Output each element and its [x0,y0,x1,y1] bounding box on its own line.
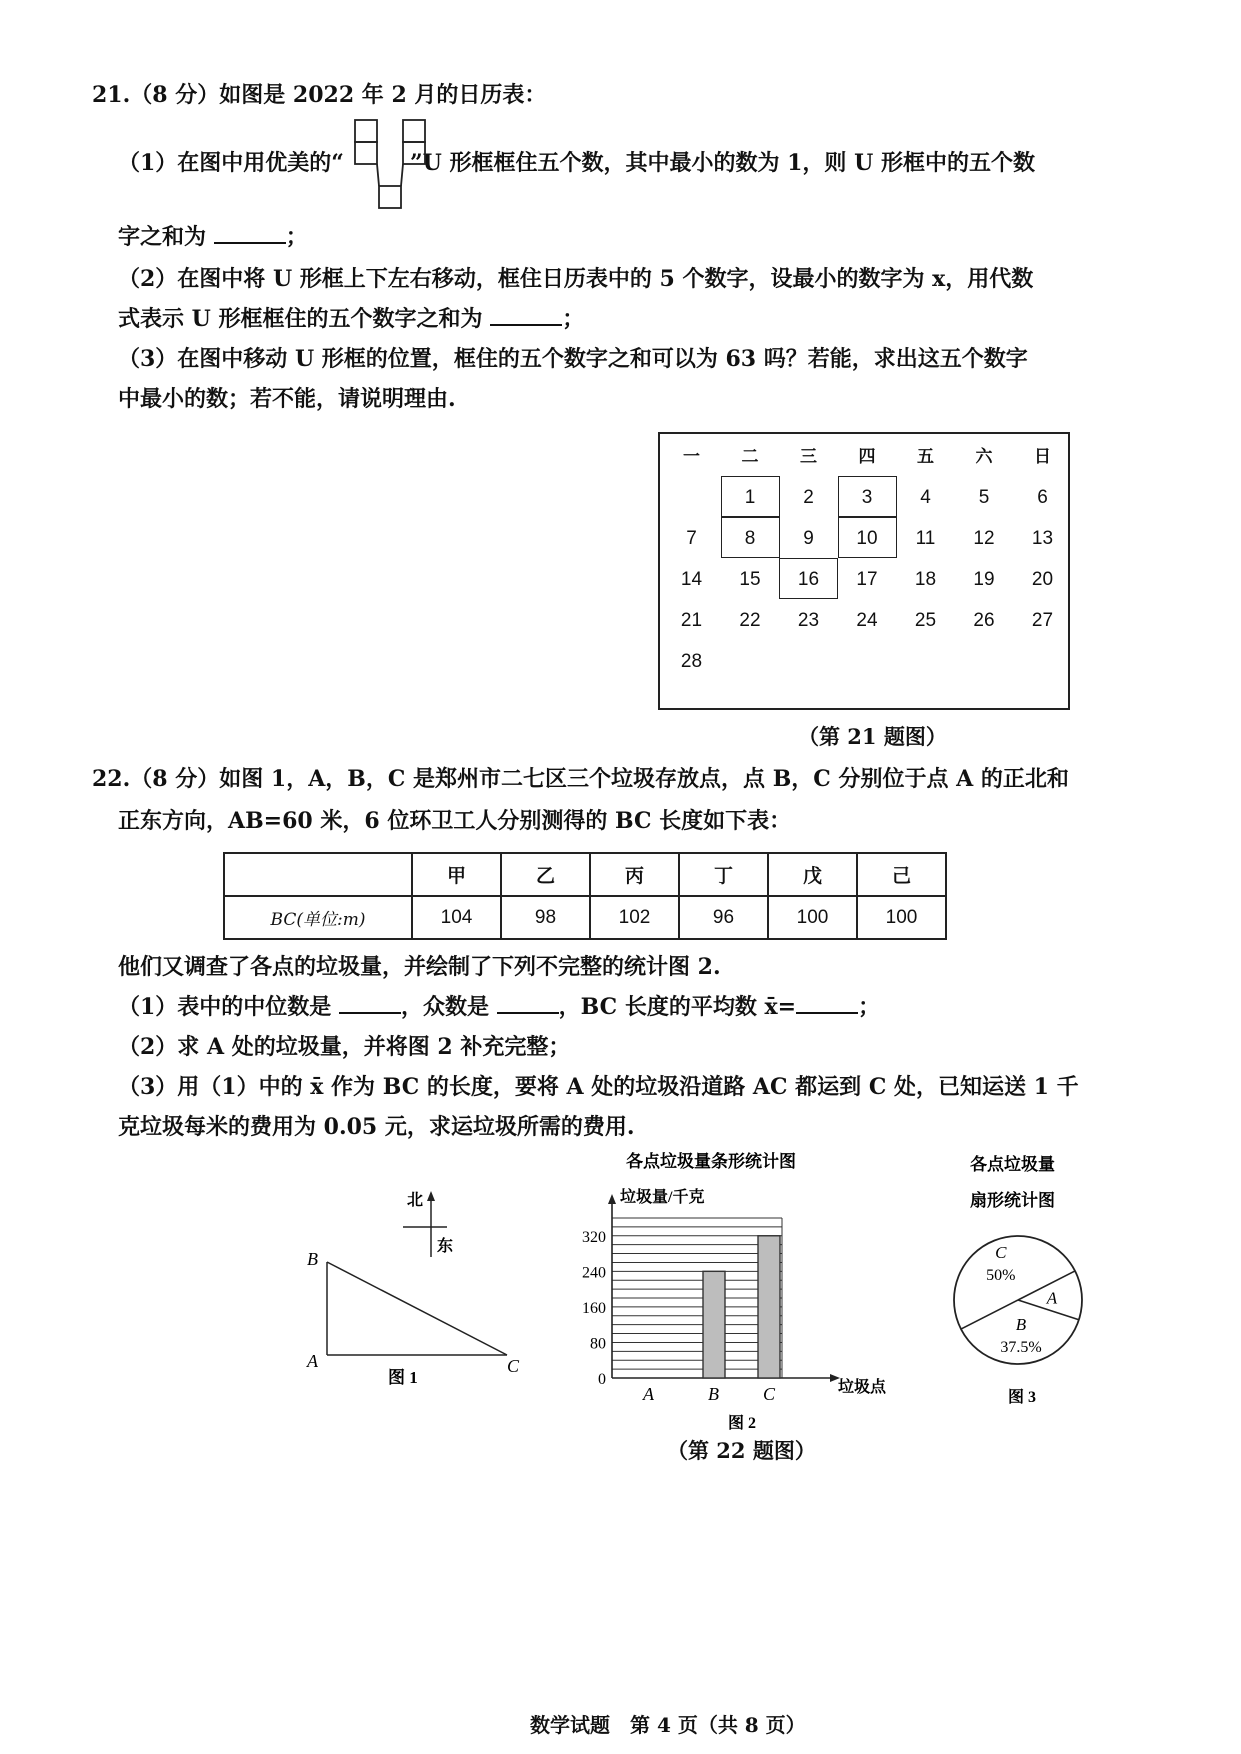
y-axis-label: 垃圾量/千克 [620,1189,705,1206]
x-category-label: C [763,1384,776,1404]
calendar-day-cell: 12 [973,528,995,549]
calendar-day-cell: 15 [739,569,761,590]
calendar-day-cell: 16 [797,569,820,590]
calendar-day-cell: 18 [914,569,937,590]
pie-slice-label: A [1046,1288,1058,1308]
calendar-day-cell: 27 [1031,610,1054,631]
q22-part2-line: （2）求 A 处的垃圾量，并将图 2 补充完整； [118,1034,571,1060]
q21-part1-text-a: （1）在图中用优美的“ [118,150,344,176]
table-cell: 100 [768,896,857,939]
q21-part1-line2 [118,222,308,252]
y-tick-label: 160 [582,1299,606,1317]
q21-part1-end: ； [285,224,308,250]
calendar-day-cell: 8 [744,528,756,549]
u-frame-icon [353,118,427,214]
table-cell: 102 [590,896,679,939]
answer-blank[interactable] [339,992,401,1014]
figure3-caption: 图 3 [1008,1389,1037,1406]
table-row [224,896,946,939]
figure1-caption: 图 1 [388,1368,418,1385]
calendar-weekday-header: 四 [858,447,876,467]
calendar-day-cell: 1 [744,487,756,508]
pie-slice-percent: 50% [986,1267,1016,1285]
q22-figure-caption: （第 22 题图） [667,1438,816,1463]
q21-part2-line1: （2）在图中将 U 形框上下左右移动，框住日历表中的 5 个数字，设最小的数字为 x，用代数 [118,266,1034,292]
calendar-day-cell: 14 [680,569,703,590]
pie-slice-label: B [1015,1314,1027,1334]
calendar-day-cell: 19 [973,569,995,590]
compass-north-label: 北 [407,1192,424,1209]
q22-part3-line2: 克垃圾每米的费用为 0.05 元，求运垃圾所需的费用. [118,1114,635,1140]
table-header-row [224,853,946,896]
q22-part1-end: ； [858,994,881,1020]
arrow-up-icon [427,1191,435,1201]
table-header-cell: 戊 [768,853,857,896]
calendar-day-cell: 13 [1031,528,1054,549]
calendar-day-cell: 9 [803,528,814,549]
q21-part3-line1: （3）在图中移动 U 形框的位置，框住的五个数字之和可以为 63 吗？若能，求出这五个数字 [118,346,1028,372]
calendar-day-cell: 5 [978,487,990,508]
u-frame-box [838,517,897,558]
calendar-day-cell: 24 [856,610,878,631]
q21-part2-text-b: 式表示 U 形框框住的五个数字之和为 [118,306,483,332]
q21-part1-text-c: 字之和为 [118,224,207,250]
q22-part1-line [118,992,880,1022]
calendar-day-cell: 2 [803,487,814,508]
calendar-day-cell: 28 [680,651,703,672]
calendar-day-cell: 17 [856,569,878,590]
y-tick-label: 80 [590,1335,606,1353]
x-category-label: B [708,1384,719,1404]
calendar-day-cell: 3 [861,487,873,508]
bar [758,1236,780,1378]
calendar-weekday-header: 一 [683,447,700,467]
pie-chart-title-line2: 扇形统计图 [970,1191,1055,1210]
y-tick-label: 320 [582,1228,606,1246]
bc-measurement-table [223,852,947,940]
figure1-triangle [295,1185,535,1385]
y-tick-label: 240 [582,1264,606,1282]
calendar-day-cell: 22 [739,610,761,631]
q22-part3-line1: （3）用（1）中的 x̄ 作为 BC 的长度，要将 A 处的垃圾沿道路 AC 都运到 C 处，已知运送 1 千 [118,1074,1079,1100]
q21-part1-line1 [118,148,1035,178]
calendar-day-cell: 26 [973,610,995,631]
x-axis-label: 垃圾点 [838,1379,887,1396]
q22-intro-line: 他们又调查了各点的垃圾量，并绘制了下列不完整的统计图 2. [118,954,721,980]
table-cell: 98 [501,896,590,939]
table-cell: 100 [857,896,946,939]
pie-slice-label: C [995,1243,1007,1263]
calendar-weekday-header: 五 [917,447,934,467]
q21-part2-end: ； [562,306,585,332]
q21-part1-text-b: ”U 形框框住五个数，其中最小的数为 1，则 U 形框中的五个数 [409,150,1035,176]
point-c-label: C [507,1356,520,1376]
pie-slice-percent: 37.5% [1000,1338,1042,1356]
segment-bc [327,1262,507,1355]
answer-blank[interactable] [214,222,286,244]
q22-part1-text-c: ，BC 长度的平均数 x̄= [558,994,797,1020]
q22-header-line2: 正东方向，AB=60 米，6 位环卫工人分别测得的 BC 长度如下表： [118,808,792,834]
q21-figure-caption: （第 21 题图） [798,724,947,749]
table-corner-cell [224,853,412,896]
calendar-day-cell: 7 [686,528,697,549]
calendar-day-cell: 10 [856,528,878,549]
calendar-weekday-header: 日 [1034,447,1051,467]
y-axis-arrow-icon [608,1194,616,1204]
calendar-day-cell: 11 [915,528,936,549]
answer-blank[interactable] [490,304,562,326]
calendar-weekday-header: 六 [975,447,993,467]
table-row-label: BC(单位:m) [224,896,412,939]
q21-part2-line2 [118,304,584,334]
page-footer: 数学试题 第 4 页（共 8 页） [530,1713,806,1737]
x-category-label: A [643,1384,654,1404]
q22-header-line1: 22.（8 分）如图 1，A，B，C 是郑州市二七区三个垃圾存放点，点 B，C 分别位于点 A 的正北和 [92,766,1069,792]
bar [703,1271,725,1378]
calendar-day-cell: 4 [920,487,931,508]
calendar-weekday-header: 三 [800,447,817,467]
calendar-day-cell: 20 [1031,569,1054,590]
answer-blank[interactable] [796,992,858,1014]
figure2-caption: 图 2 [728,1415,757,1432]
u-frame-box [721,476,780,517]
u-frame-box [838,476,897,517]
table-header-cell: 甲 [412,853,501,896]
pie-chart [940,1152,1110,1412]
u-frame-box [779,558,838,599]
q22-part1-text-a: （1）表中的中位数是 [118,994,332,1020]
calendar-day-cell: 25 [914,610,937,631]
bar-chart-title: 各点垃圾量条形统计图 [626,1152,796,1171]
calendar-day-cell: 6 [1037,487,1048,508]
pie-slice-edge [961,1300,1018,1329]
compass-east-label: 东 [437,1238,454,1255]
table-header-cell: 乙 [501,853,590,896]
calendar-table [658,432,1070,710]
calendar-weekday-header: 二 [741,447,759,467]
q21-header: 21.（8 分）如图是 2022 年 2 月的日历表： [92,82,547,108]
q22-part1-text-b: ，众数是 [400,994,489,1020]
calendar-day-cell: 21 [680,610,703,631]
u-frame-box [721,517,780,558]
table-header-cell: 丙 [590,853,679,896]
table-cell: 104 [412,896,501,939]
y-tick-label: 0 [598,1371,606,1388]
answer-blank[interactable] [497,992,559,1014]
table-header-cell: 己 [857,853,946,896]
point-a-label: A [307,1351,318,1371]
bar-chart [560,1152,900,1434]
calendar-day-cell: 23 [797,610,820,631]
table-cell: 96 [679,896,768,939]
q21-part3-line2: 中最小的数；若不能，请说明理由. [118,386,456,412]
point-b-label: B [307,1249,318,1269]
pie-chart-title-line1: 各点垃圾量 [970,1155,1055,1174]
table-header-cell: 丁 [679,853,768,896]
